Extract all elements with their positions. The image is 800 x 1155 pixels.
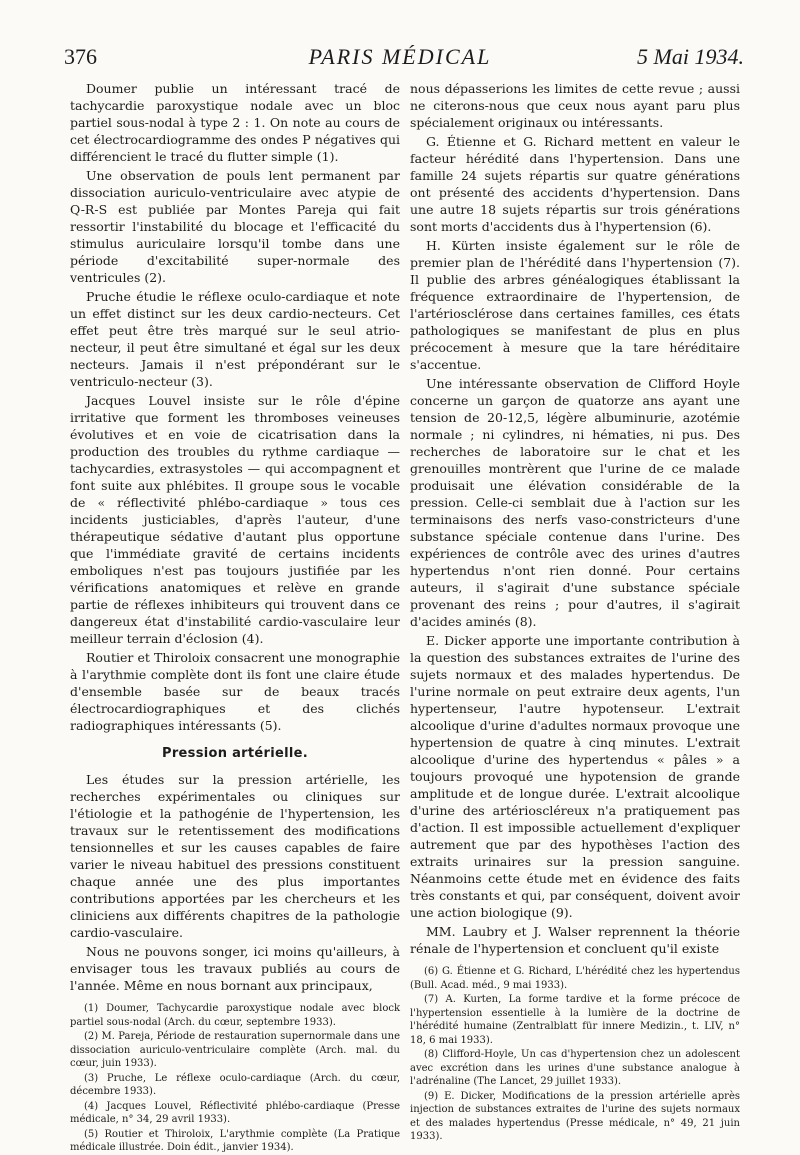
paragraph: Une observation de pouls lent permanent par dissociation auriculo-ventriculaire avec atypie de Q-R-S est publiée par Montes Pareja qui fait ressortir l'instabilité du blocage et l'efficacité du stimulus auriculaire lorsqu'il tombe dans une période d'excitabilité super-normale des ventricules (2). — [70, 168, 400, 285]
footnote: (3) Pruche, Le réflexe oculo-cardiaque (Arch. du cœur, décembre 1933). — [70, 1072, 400, 1097]
section-heading: Pression artérielle. — [162, 746, 308, 761]
right-column — [410, 80, 740, 1144]
issue-date: 5 Mai 1934. — [637, 44, 744, 69]
page-number: 376 — [64, 44, 97, 69]
paragraph: Pruche étudie le réflexe oculo-cardiaque et note un effet distinct sur les deux cardio-necteurs. Cet effet peut être très marqué sur le seul atrio-necteur, il peut être simultané et égal sur les deux necteurs. Jamais il n'est prépondérant sur le ventriculo-necteur (3). — [70, 289, 400, 389]
paragraph: Routier et Thiroloix consacrent une monographie à l'arythmie complète dont ils font une claire étude d'ensemble basée sur de beaux tracés électrocardiographiques et des clichés radiographiques intéressants (5). — [70, 650, 400, 733]
paragraph: Doumer publie un intéressant tracé de tachycardie paroxystique nodale avec un bloc partiel sous-nodal à type 2 : 1. On note au cours de cet électrocardiogramme des ondes P négatives qui différencient le tracé du flutter simple (1). — [70, 81, 400, 164]
footnote: (9) E. Dicker, Modifications de la pression artérielle après injection de substances extraites de l'urine des sujets normaux et des malades hypertendus (Presse médicale, n° 49, 21 juin 1933). — [410, 1090, 740, 1142]
footnotes — [70, 1002, 400, 1155]
paragraph: MM. Laubry et J. Walser reprennent la théorie rénale de l'hypertension et concluent qu'il existe — [410, 924, 740, 956]
footnote: (5) Routier et Thiroloix, L'arythmie complète (La Pratique médicale illustrée. Doin édit., janvier 1934). — [70, 1128, 400, 1153]
paragraph: Jacques Louvel insiste sur le rôle d'épine irritative que forment les thromboses veineuses évolutives et en voie de cicatrisation dans la production des troubles du rythme cardiaque — tachycardies, extrasystoles — qui accompagnent et font suite aux phlébites. Il groupe sous le vocable de « réflectivité phlébo-cardiaque » tous ces incidents justiciables, d'après l'auteur, d'une thérapeutique sédative d'autant plus opportune que l'immédiate gravité de certains incidents emboliques n'est pas toujours justifiée par les vérifications anatomiques et relève en grande partie de réflexes inhibiteurs qui trouvent dans ce dangereux état d'instabilité cardio-vasculaire leur meilleur terrain d'éclosion (4). — [70, 393, 400, 646]
footnote: (8) Clifford-Hoyle, Un cas d'hypertension chez un adolescent avec excrétion dans les urines d'une substance analogue à l'adrénaline (The Lancet, 29 juillet 1933). — [410, 1049, 740, 1087]
footnotes — [410, 965, 740, 1144]
paragraph: E. Dicker apporte une importante contribution à la question des substances extraites de l'urine des sujets normaux et des malades hypertendus. De l'urine normale on peut extraire deux agents, l'un hypertenseur, l'autre hypotenseur. L'extrait alcoolique d'urine d'adultes normaux provoque une hypertension de quatre à cinq minutes. L'extrait alcoolique d'urine des hypertendus « pâles » a toujours provoqué une hypotension de grande amplitude et de longue durée. L'extrait alcoolique d'urine des artérioscléreux n'a pratiquement pas d'action. Il est impossible actuellement d'expliquer autrement que par des hypothèses l'action des extraits urinaires sur la pression sanguine. Néanmoins cette étude met en évidence des faits très constants et qui, par conséquent, doivent avoir une action biologique (9). — [410, 633, 740, 920]
footnote: (2) M. Pareja, Période de restauration supernormale dans une dissociation auriculo-ventriculaire complète (Arch. mal. du cœur, juin 1933). — [70, 1031, 400, 1069]
footnote: (4) Jacques Louvel, Réflectivité phlébo-cardiaque (Presse médicale, n° 34, 29 avril 1933). — [70, 1100, 400, 1125]
footnote: (7) A. Kurten, La forme tardive et la forme précoce de l'hypertension essentielle à la lumière de la doctrine de l'hérédité humaine (Zentralblatt für innere Medizin., t. LIV, n° 18, 6 mai 1933). — [410, 994, 740, 1046]
paragraph: Les études sur la pression artérielle, les recherches expérimentales ou cliniques sur l'étiologie et la pathogénie de l'hypertension, les travaux sur le retentissement des modifications tensionnelles et sur les causes capables de faire varier le niveau habituel des pressions constituent chaque année une des plus importantes contributions apportées par les chercheurs et les cliniciens aux différents chapitres de la pathologie cardio-vasculaire. — [70, 772, 400, 940]
journal-title: PARIS MÉDICAL — [308, 44, 492, 69]
paragraph: G. Étienne et G. Richard mettent en valeur le facteur hérédité dans l'hypertension. Dans une famille 24 sujets répartis sur quatre générations ont présenté des accidents d'hypertension. Dans une autre 18 sujets répartis sur trois générations sont morts d'accidents dus à l'hypertension (6). — [410, 134, 740, 234]
paragraph: Nous ne pouvons songer, ici moins qu'ailleurs, à envisager tous les travaux publiés au cours de l'année. Même en nous bornant aux principaux, — [70, 944, 400, 993]
paragraph: H. Kürten insiste également sur le rôle de premier plan de l'hérédité dans l'hypertension (7). Il publie des arbres généalogiques établissant la fréquence extraordinaire de l'hypertension, de l'artériosclérose dans certaines familles, ces états pathologiques se manifestant de plus en plus précocement à mesure que la tare héréditaire s'accentue. — [410, 238, 740, 372]
paragraph: Une intéressante observation de Clifford Hoyle concerne un garçon de quatorze ans ayant une tension de 20-12,5, légère albuminurie, azotémie normale ; ni cylindres, ni hématies, ni pus. Des recherches de laboratoire sur le chat et les grenouilles montrèrent que l'urine de ce malade produisait une élévation considérable de la pression. Celle-ci semblait due à l'action sur les terminaisons des nerfs vaso-constricteurs d'une substance spéciale contenue dans l'urine. Des expériences de contrôle avec des urines d'autres hypertendus n'ont rien donné. Pour certains auteurs, il s'agirait d'une substance spéciale provenant des reins ; pour d'autres, il s'agirait d'acides aminés (8). — [410, 376, 740, 629]
footnote: (6) G. Étienne et G. Richard, L'hérédité chez les hypertendus (Bull. Acad. méd., 9 mai 1933). — [410, 966, 740, 991]
footnote: (1) Doumer, Tachycardie paroxystique nodale avec block partiel sous-nodal (Arch. du cœur, septembre 1933). — [70, 1003, 400, 1028]
left-column — [70, 80, 400, 1155]
paragraph: nous dépasserions les limites de cette revue ; aussi ne citerons-nous que ceux nous ayant paru plus spécialement originaux ou intéressants. — [410, 81, 740, 130]
